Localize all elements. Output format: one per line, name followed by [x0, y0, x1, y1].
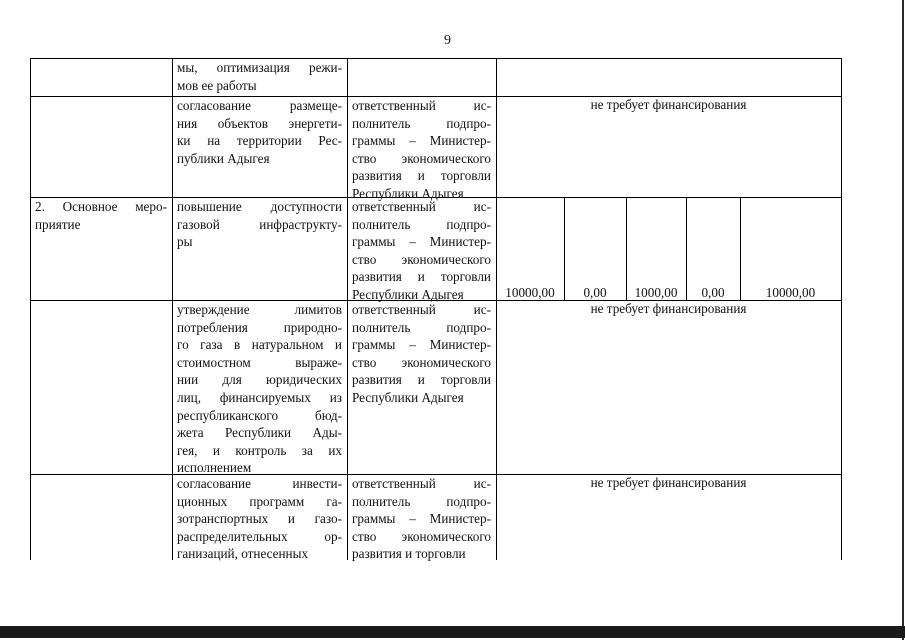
cell-text-line: согласование размеще-	[177, 98, 342, 113]
cell-text-line: ответственный ис-	[352, 302, 491, 317]
row-border	[30, 58, 842, 59]
cell-text-line: граммы – Министер-	[352, 234, 491, 250]
measure-description-cell	[177, 475, 342, 563]
cell-text-line: мы, оптимизация режи-	[177, 60, 342, 75]
cell-text-line: развития и торговли	[352, 269, 491, 285]
cell-text-line: нии для юридических	[177, 372, 342, 388]
scan-frame-right	[902, 0, 904, 640]
cell-text-line: потребления природно-	[177, 319, 342, 335]
cell-text-line: исполнением	[177, 460, 252, 476]
cell-text-line: полнитель подпро-	[352, 493, 491, 509]
cell-text-line: стоимостном выраже-	[177, 354, 342, 370]
funding-value-cell: 0,00	[701, 285, 725, 300]
cell-text-line: согласование инвести-	[177, 476, 342, 491]
measure-description-cell	[177, 301, 342, 477]
cell-text-line: развития и торговли	[352, 168, 491, 184]
cell-text-line: граммы – Министер-	[352, 511, 491, 527]
funding-value-cell: 10000,00	[505, 285, 555, 300]
funding-value-cell: 10000,00	[765, 285, 816, 300]
cell-text-line: развития и торговли	[352, 372, 491, 388]
column-border	[30, 58, 31, 560]
cell-text-line: полнитель подпро-	[352, 115, 491, 131]
cell-text-line: ство экономического	[352, 354, 491, 370]
page-number: 9	[444, 33, 451, 48]
cell-text-line: публики Адыгея	[177, 150, 270, 166]
column-border	[841, 58, 842, 560]
cell-text-line: распределительных ор-	[177, 528, 342, 544]
cell-text-line: жета Республики Ады-	[177, 425, 342, 441]
cell-text-line: полнитель подпро-	[352, 216, 491, 232]
cell-text-line: ство экономического	[352, 251, 491, 267]
measure-name-cell	[35, 198, 167, 233]
funding-value-cell: 0,00	[583, 285, 607, 300]
funding-status-cell: не требует финансирования	[590, 475, 747, 490]
cell-text-line: граммы – Министер-	[352, 133, 491, 149]
cell-text-line: го газа в натуральном и	[177, 337, 342, 353]
cell-text-line: полнитель подпро-	[352, 319, 491, 335]
funding-status-cell: не требует финансирования	[590, 301, 747, 316]
scan-frame-bottom	[0, 626, 905, 638]
cell-text-line: лиц, финансируемых из	[177, 389, 342, 405]
funding-value-cell: 1000,00	[634, 285, 678, 300]
measure-description-cell	[177, 198, 342, 251]
cell-text-line: граммы – Министер-	[352, 337, 491, 353]
cell-text-line: ство экономического	[352, 150, 491, 166]
cell-text-line: ответственный ис-	[352, 98, 491, 113]
cell-text-line: ры	[177, 234, 193, 250]
responsible-executor-cell	[352, 301, 491, 407]
cell-text-line: 2. Основное меро-	[35, 199, 167, 214]
cell-text-line: ния объектов энергети-	[177, 115, 342, 131]
cell-text-line: зотранспортных и газо-	[177, 511, 342, 527]
cell-text-line: Республики Адыгея	[352, 185, 464, 201]
cell-text-line: ганизаций, отнесенных	[177, 546, 309, 562]
cell-text-line: газовой инфраструкту-	[177, 216, 342, 232]
column-border	[347, 58, 348, 560]
cell-text-line: развития и торговли	[352, 546, 466, 562]
cell-text-line: ответственный ис-	[352, 476, 491, 491]
cell-text-line: приятие	[35, 216, 81, 232]
cell-text-line: Республики Адыгея	[352, 389, 464, 405]
responsible-executor-cell	[352, 475, 491, 563]
cell-text-line: ционных программ га-	[177, 493, 342, 509]
measure-description-cell	[177, 59, 342, 94]
cell-text-line: повышение доступности	[177, 199, 342, 214]
measure-description-cell	[177, 97, 342, 167]
cell-text-line: Республики Адыгея	[352, 286, 464, 302]
cell-text-line: ство экономического	[352, 528, 491, 544]
funding-status-cell: не требует финансирования	[590, 97, 747, 112]
cell-text-line: утверждение лимитов	[177, 302, 342, 317]
cell-text-line: ки на территории Рес-	[177, 133, 342, 149]
cell-text-line: мов ее работы	[177, 77, 257, 93]
cell-text-line: гея, и контроль за их	[177, 442, 342, 458]
responsible-executor-cell	[352, 97, 491, 203]
column-border	[172, 58, 173, 560]
cell-text-line: ответственный ис-	[352, 199, 491, 214]
cell-text-line: республиканского бюд-	[177, 407, 342, 423]
responsible-executor-cell	[352, 198, 491, 304]
